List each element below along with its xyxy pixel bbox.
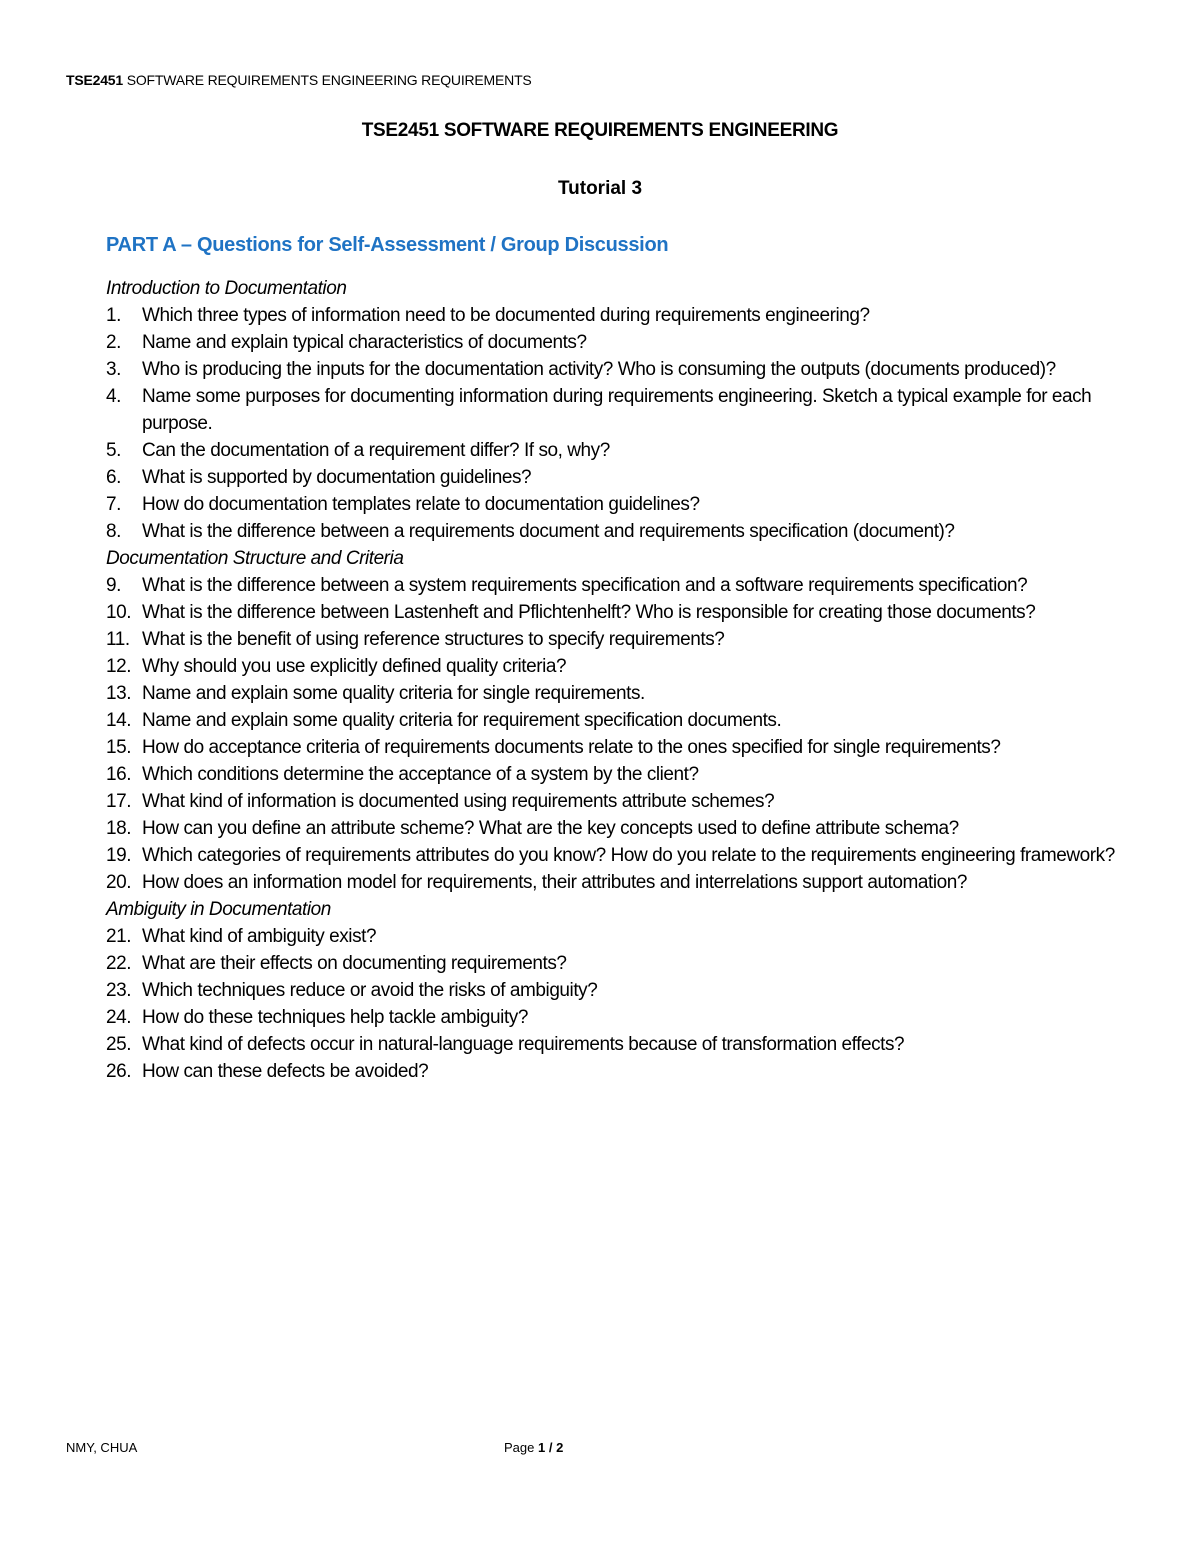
question-item — [106, 734, 1136, 761]
question-number: 20. — [106, 872, 132, 893]
document-subtitle: Tutorial 3 — [557, 178, 643, 199]
question-number: 19. — [106, 845, 132, 866]
question-item — [106, 761, 1136, 788]
footer-page-number — [504, 1440, 563, 1455]
question-number: 23. — [106, 980, 132, 1001]
question-item — [106, 356, 1136, 383]
section-label: Ambiguity in Documentation — [106, 899, 331, 920]
question-number: 25. — [106, 1034, 132, 1055]
question-text: How do these techniques help tackle ambiguity? — [142, 1007, 528, 1028]
question-number: 22. — [106, 953, 132, 974]
question-text: Which three types of information need to be documented during requirements engineering? — [142, 305, 870, 326]
question-number: 16. — [106, 764, 132, 785]
question-number: 13. — [106, 683, 132, 704]
question-text: Which categories of requirements attributes do you know? How do you relate to the requirements engineering framework? — [142, 845, 1115, 866]
question-number: 4. — [106, 386, 121, 407]
part-a-heading: PART A – Questions for Self-Assessment / Group Discussion — [106, 234, 669, 256]
question-item — [106, 464, 1136, 491]
question-item — [106, 680, 1136, 707]
question-text: How can these defects be avoided? — [142, 1061, 429, 1082]
page-prefix: Page — [504, 1440, 538, 1455]
question-text: Can the documentation of a requirement differ? If so, why? — [142, 440, 610, 461]
question-number: 12. — [106, 656, 132, 677]
question-number: 9. — [106, 575, 121, 596]
question-text: What kind of defects occur in natural-language requirements because of transformation effects? — [142, 1034, 905, 1055]
question-text: What kind of ambiguity exist? — [142, 926, 377, 947]
question-item — [106, 1004, 1136, 1031]
section-label: Documentation Structure and Criteria — [106, 548, 404, 569]
question-number: 11. — [106, 629, 130, 650]
question-number: 15. — [106, 737, 132, 758]
question-text: Name and explain some quality criteria for requirement specification documents. — [142, 710, 782, 731]
question-text: Which conditions determine the acceptance of a system by the client? — [142, 764, 699, 785]
question-text: What is supported by documentation guidelines? — [142, 467, 532, 488]
question-number: 6. — [106, 467, 121, 488]
question-text: Why should you use explicitly defined quality criteria? — [142, 656, 567, 677]
document-title: TSE2451 SOFTWARE REQUIREMENTS ENGINEERING — [361, 120, 839, 141]
question-item — [106, 977, 1136, 1004]
question-text: What is the difference between a requirements document and requirements specification (document)? — [142, 521, 955, 542]
question-item — [106, 707, 1136, 734]
question-number: 21. — [106, 926, 132, 947]
question-text: How can you define an attribute scheme? What are the key concepts used to define attribute schema? — [142, 818, 959, 839]
question-text: How do acceptance criteria of requirements documents relate to the ones specified for single requirements? — [142, 737, 1001, 758]
question-item — [106, 518, 1136, 545]
question-item — [106, 923, 1136, 950]
question-number: 7. — [106, 494, 121, 515]
question-text: Name and explain typical characteristics of documents? — [142, 332, 587, 353]
question-text: What is the difference between Lastenheft and Pflichtenhelft? Who is responsible for creating those documents? — [142, 602, 1036, 623]
question-text: What kind of information is documented using requirements attribute schemes? — [142, 791, 775, 812]
question-item — [106, 626, 1136, 653]
question-text: How does an information model for requirements, their attributes and interrelations support automation? — [142, 872, 967, 893]
question-number: 2. — [106, 332, 121, 353]
question-item — [106, 1031, 1136, 1058]
question-item — [106, 950, 1136, 977]
footer-author: NMY, CHUA — [66, 1440, 138, 1455]
question-item — [106, 815, 1136, 842]
question-number: 8. — [106, 521, 121, 542]
question-item — [106, 869, 1136, 896]
question-item — [106, 599, 1136, 626]
question-item — [106, 653, 1136, 680]
question-text: How do documentation templates relate to documentation guidelines? — [142, 494, 700, 515]
question-item — [106, 572, 1136, 599]
question-list — [106, 275, 1136, 1085]
question-text: Which techniques reduce or avoid the risks of ambiguity? — [142, 980, 598, 1001]
question-item — [106, 491, 1136, 518]
question-item — [106, 302, 1136, 329]
question-number: 1. — [106, 305, 121, 326]
question-text: What are their effects on documenting requirements? — [142, 953, 567, 974]
question-number: 18. — [106, 818, 132, 839]
header-course-code: TSE2451 — [66, 72, 123, 88]
question-number: 26. — [106, 1061, 132, 1082]
question-number: 14. — [106, 710, 132, 731]
question-text: Name some purposes for documenting information during requirements engineering. Sketch a typical example for each purpose. — [142, 386, 1092, 434]
question-item — [106, 842, 1136, 869]
question-text: What is the benefit of using reference structures to specify requirements? — [142, 629, 725, 650]
question-number: 5. — [106, 440, 121, 461]
page-current: 1 — [537, 1440, 546, 1455]
page-total: 2 — [556, 1440, 564, 1455]
question-item — [106, 437, 1136, 464]
question-text: Name and explain some quality criteria for single requirements. — [142, 683, 645, 704]
page-header — [66, 72, 532, 88]
question-item — [106, 329, 1136, 356]
header-course-title: SOFTWARE REQUIREMENTS ENGINEERING REQUIREMENTS — [126, 72, 532, 88]
question-number: 17. — [106, 791, 132, 812]
page-separator: / — [545, 1440, 557, 1455]
question-number: 10. — [106, 602, 132, 623]
question-item — [106, 788, 1136, 815]
question-number: 24. — [106, 1007, 132, 1028]
question-text: What is the difference between a system requirements specification and a software requirements specification? — [142, 575, 1028, 596]
question-item — [106, 1058, 1136, 1085]
question-item — [106, 383, 1136, 437]
question-text: Who is producing the inputs for the documentation activity? Who is consuming the outputs (documents produced)? — [142, 359, 1056, 380]
section-label: Introduction to Documentation — [106, 278, 347, 299]
question-number: 3. — [106, 359, 121, 380]
